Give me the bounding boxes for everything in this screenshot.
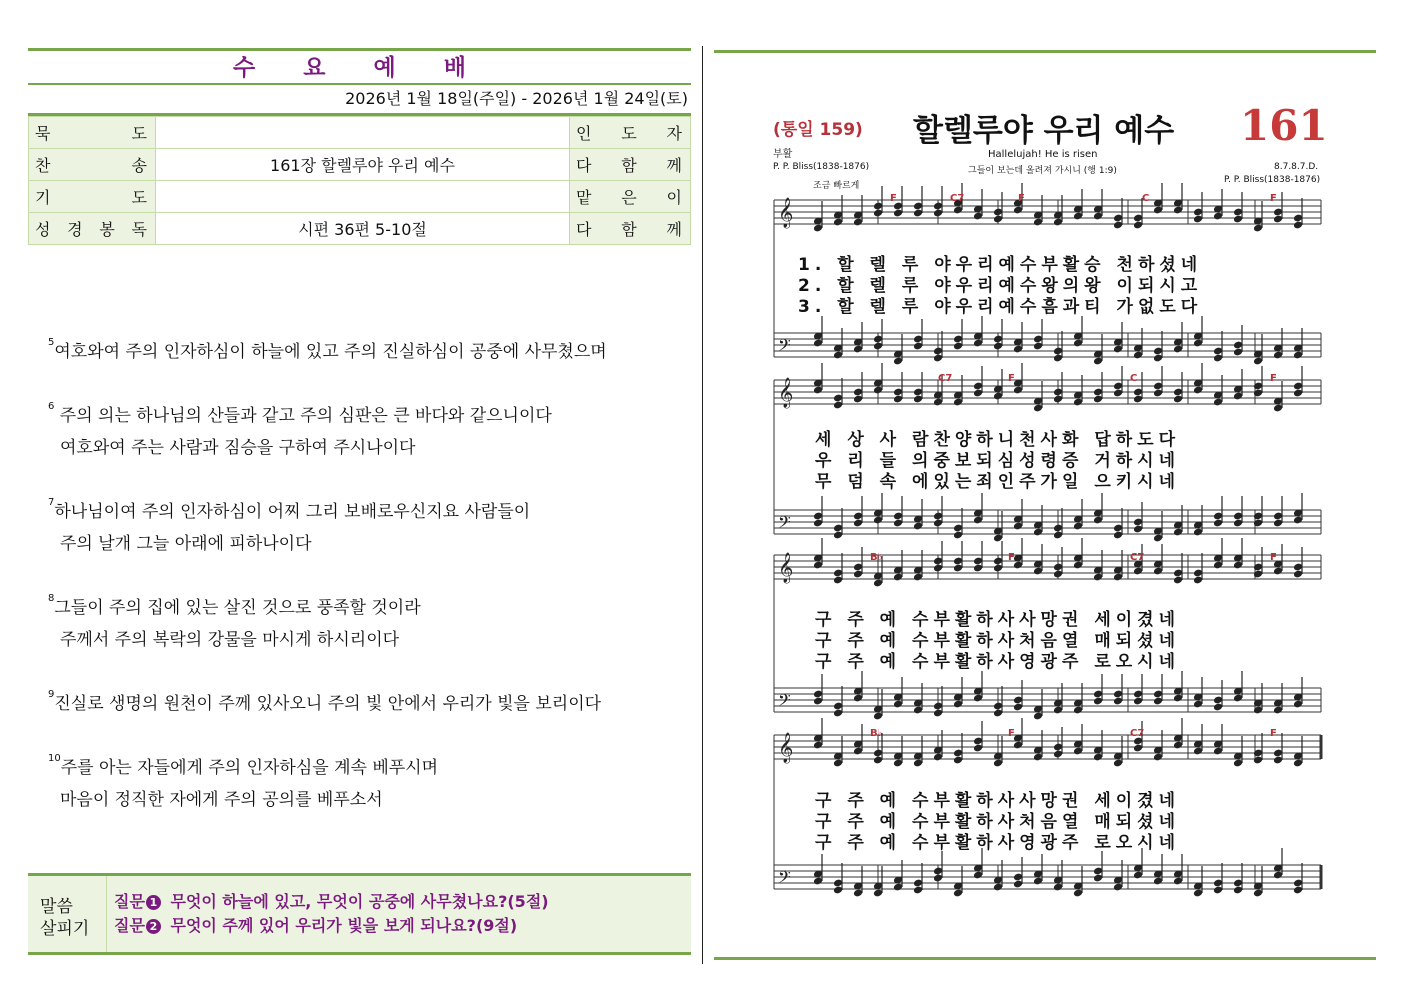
order-table bbox=[28, 116, 691, 245]
verse-line: $^5$여호와여 주의 인자하심이 하늘에 있고 주의 진실하심이 공중에 사무쳤으며 bbox=[48, 337, 607, 362]
verse bbox=[48, 752, 688, 816]
verse-line: $^6$ 주의 의는 하나님의 산들과 같고 주의 심판은 큰 바다와 같으니이다 bbox=[48, 401, 552, 426]
question-number-badge: 1 bbox=[146, 895, 161, 910]
order-leader bbox=[570, 213, 691, 245]
lyric-line: 1. 할 렐 루 야우리예수부활승 천하셨네 bbox=[798, 255, 1203, 275]
hymn-sheet bbox=[770, 101, 1328, 905]
chord-label: C bbox=[1130, 373, 1138, 384]
chord-label: F bbox=[1008, 373, 1015, 384]
order-row bbox=[29, 117, 691, 149]
order-label-text: 기 도 bbox=[35, 188, 147, 207]
order-leader-text: 다 함 께 bbox=[576, 156, 682, 175]
chord-label: F bbox=[1008, 728, 1015, 739]
chord-label: C7 bbox=[1130, 552, 1145, 563]
chord-label: C7 bbox=[950, 193, 965, 204]
chord-label: F bbox=[1270, 728, 1277, 739]
verse-number: 8 bbox=[48, 593, 55, 604]
order-row bbox=[29, 149, 691, 181]
verse-line: $^8$그들이 주의 집에 있는 살진 것으로 풍족할 것이라 bbox=[48, 593, 421, 618]
order-leader bbox=[570, 149, 691, 181]
lyric-line: 구 주 예 수부활하사영광주 로오시네 bbox=[815, 652, 1181, 672]
hymn-title: 할렐루야 우리 예수 bbox=[913, 113, 1175, 149]
chord-label: C7 bbox=[1130, 728, 1145, 739]
bass-clef: 𝄢 bbox=[778, 690, 791, 714]
question-item: 질문 1 무엇이 하늘에 있고, 무엇이 공중에 사무쳤나요?(5절) bbox=[114, 892, 549, 911]
question-number-badge: 2 bbox=[146, 919, 161, 934]
verse bbox=[48, 688, 688, 720]
verse bbox=[48, 400, 688, 464]
order-row bbox=[29, 213, 691, 245]
verse bbox=[48, 592, 688, 656]
lyric-line: 무 덤 속 에있는죄인주가일 으키시네 bbox=[815, 472, 1181, 492]
treble-clef: 𝄞 bbox=[778, 378, 794, 408]
hymn-english-title: Hallelujah! He is risen bbox=[988, 149, 1098, 160]
question-box bbox=[28, 873, 691, 955]
order-content: 시편 36편 5-10절 bbox=[156, 213, 570, 245]
order-content: 161장 할렐루야 우리 예수 bbox=[156, 149, 570, 181]
treble-clef: 𝄞 bbox=[778, 733, 794, 763]
verse-number: 7 bbox=[48, 497, 55, 508]
question-label-line2 bbox=[34, 914, 100, 939]
question-item: 질문 2 무엇이 주께 있어 우리가 빛을 보게 되나요?(9절) bbox=[114, 916, 518, 935]
lyric-line: 세 상 사 람찬양하니천사화 답하도다 bbox=[815, 430, 1181, 450]
date-range: 2026년 1월 18일(주일) - 2026년 1월 24일(토) bbox=[28, 85, 691, 116]
hymn-number: 161 bbox=[1240, 101, 1328, 150]
order-content bbox=[156, 117, 570, 149]
music-score bbox=[770, 105, 1325, 905]
verse bbox=[48, 496, 688, 560]
order-label-text: 성 경 봉 독 bbox=[35, 220, 147, 239]
chord-label: B♭ bbox=[870, 728, 883, 739]
hymn-tempo: 조금 빠르게 bbox=[813, 181, 860, 191]
page-divider bbox=[702, 46, 703, 964]
verse-line: 여호와여 주는 사람과 짐승을 구하여 주시나이다 bbox=[60, 438, 416, 458]
verse-number: 10 bbox=[48, 753, 61, 764]
order-row bbox=[29, 181, 691, 213]
lyric-line: 구 주 예 수부활하사사망권 세이겼네 bbox=[815, 610, 1181, 630]
chord-label: F bbox=[1018, 193, 1025, 204]
question-list bbox=[114, 890, 549, 938]
order-label-text: 묵 도 bbox=[35, 124, 147, 143]
lyric-line: 구 주 예 수부활하사처음열 매되셨네 bbox=[815, 812, 1181, 832]
worship-order-panel bbox=[28, 48, 691, 245]
chord-label: F bbox=[1270, 373, 1277, 384]
chord-label: F bbox=[1270, 552, 1277, 563]
lyric-line: 구 주 예 수부활하사영광주 로오시네 bbox=[815, 833, 1181, 853]
bass-clef: 𝄢 bbox=[778, 335, 791, 359]
hymn-words-by: P. P. Bliss(1838-1876) bbox=[773, 162, 870, 172]
bass-clef: 𝄢 bbox=[778, 512, 791, 536]
hymn-meter: 8.7.8.7.D. bbox=[1274, 162, 1319, 172]
order-leader bbox=[570, 181, 691, 213]
treble-clef: 𝄞 bbox=[778, 553, 794, 583]
verse-number: 5 bbox=[48, 337, 55, 348]
page-title: 수 요 예 배 bbox=[28, 51, 691, 85]
hymn-music-by: P. P. Bliss(1838-1876) bbox=[1224, 175, 1321, 185]
order-leader bbox=[570, 117, 691, 149]
chord-label: F bbox=[890, 193, 897, 204]
order-label bbox=[29, 213, 156, 245]
chord-label: F bbox=[1270, 193, 1277, 204]
chord-label: B♭ bbox=[870, 552, 883, 563]
order-content bbox=[156, 181, 570, 213]
order-leader-text: 맡 은 이 bbox=[576, 188, 682, 207]
order-label bbox=[29, 181, 156, 213]
chord-label: C7 bbox=[938, 373, 953, 384]
right-top-rule bbox=[714, 50, 1376, 53]
verse-number: 6 bbox=[48, 401, 55, 412]
order-leader-text: 다 함 께 bbox=[576, 220, 682, 239]
treble-clef: 𝄞 bbox=[778, 198, 794, 228]
hymn-scripture: 그들이 보는데 올려져 가시니 (행 1:9) bbox=[968, 166, 1117, 176]
verse-number: 9 bbox=[48, 689, 55, 700]
order-leader-text: 인 도 자 bbox=[576, 124, 682, 143]
lyric-line: 3. 할 렐 루 야우리예수흠과티 가없도다 bbox=[798, 297, 1203, 317]
scripture-reading bbox=[48, 336, 688, 848]
hymn-category: 부활 bbox=[773, 149, 793, 160]
verse-line: 주의 날개 그늘 아래에 피하나이다 bbox=[60, 534, 312, 554]
order-label bbox=[29, 149, 156, 181]
question-label bbox=[28, 876, 107, 952]
order-label bbox=[29, 117, 156, 149]
verse-line: 주께서 주의 복락의 강물을 마시게 하시리이다 bbox=[60, 630, 400, 650]
bass-clef: 𝄢 bbox=[778, 867, 791, 891]
order-label-text: 찬 송 bbox=[35, 156, 147, 175]
lyric-line: 구 주 예 수부활하사처음열 매되셨네 bbox=[815, 631, 1181, 651]
verse-line: $^7$하나님이여 주의 인자하심이 어찌 그리 보배로우신지요 사람들이 bbox=[48, 497, 531, 522]
lyric-line: 우 리 들 의중보되심성령증 거하시네 bbox=[815, 451, 1181, 471]
right-bottom-rule bbox=[714, 957, 1376, 960]
verse-line: 마음이 정직한 자에게 주의 공의를 베푸소서 bbox=[60, 790, 383, 810]
chord-label: C bbox=[1142, 193, 1150, 204]
verse-line: $^{10}$주를 아는 자들에게 주의 인자하심을 계속 베푸시며 bbox=[48, 753, 439, 778]
hymn-old-number: (통일 159) bbox=[773, 120, 863, 140]
lyric-line: 2. 할 렐 루 야우리예수왕의왕 이되시고 bbox=[798, 276, 1203, 296]
label-text: 말 씀 bbox=[40, 897, 73, 917]
label-text: 살 피 기 bbox=[40, 919, 90, 939]
verse-line: $^9$진실로 생명의 원천이 주께 있사오니 주의 빛 안에서 우리가 빛을 보리이다 bbox=[48, 689, 602, 714]
lyric-line: 구 주 예 수부활하사사망권 세이겼네 bbox=[815, 791, 1181, 811]
verse bbox=[48, 336, 688, 368]
chord-label: F bbox=[1008, 552, 1015, 563]
